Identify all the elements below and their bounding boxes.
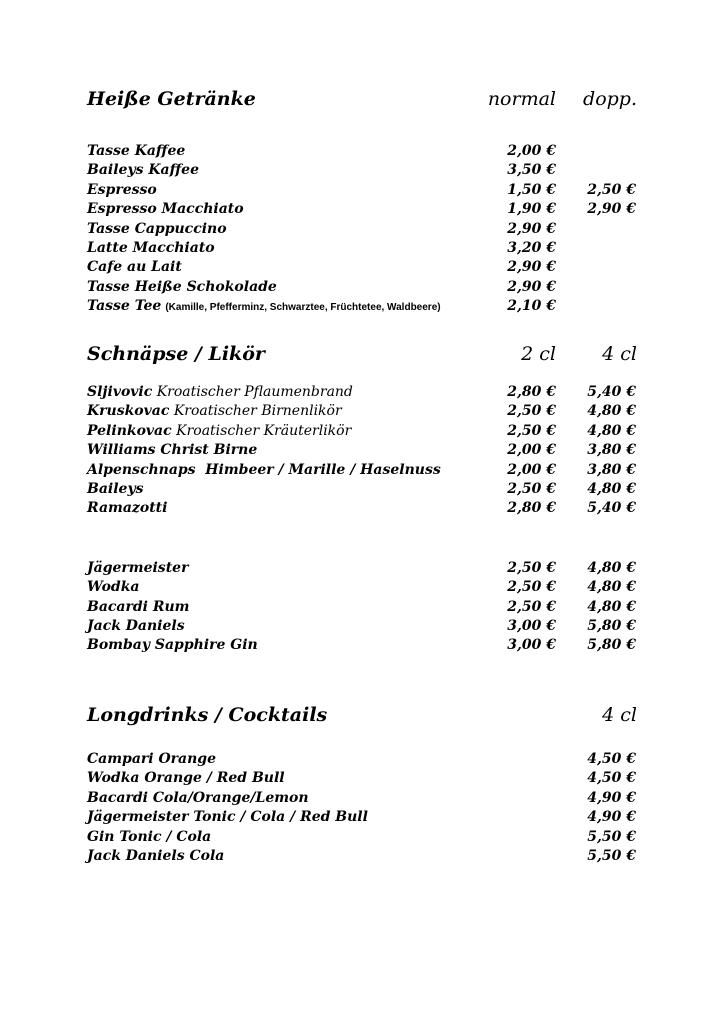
item-price-double: 4,80 € — [587, 480, 636, 497]
item-name-with-desc — [87, 402, 342, 421]
menu-item — [87, 239, 640, 258]
item-price-double: 5,40 € — [587, 500, 636, 517]
item-name: Ramazotti — [87, 500, 168, 517]
column-header-4cl: 4 cl — [602, 343, 637, 365]
item-price: 2,50 € — [507, 579, 556, 596]
price-list — [87, 383, 640, 519]
item-name: Cafe au Lait — [87, 259, 182, 276]
item-price-double: 5,80 € — [587, 637, 636, 654]
section-header — [87, 88, 640, 114]
item-price: 3,00 € — [507, 637, 556, 654]
column-header-4cl: 4 cl — [602, 704, 637, 726]
item-price-double: 4,80 € — [587, 579, 636, 596]
item-name: Wodka — [87, 579, 140, 596]
item-name-with-desc — [87, 383, 353, 402]
menu-item — [87, 297, 640, 316]
menu-item — [87, 480, 640, 499]
item-price: 4,90 € — [587, 809, 636, 826]
item-price: 2,50 € — [507, 559, 556, 576]
item-name: Jack Daniels Cola — [87, 847, 225, 864]
section-schnaps — [87, 343, 640, 656]
menu-item — [87, 636, 640, 655]
item-name: Baileys — [87, 480, 144, 497]
menu-item — [87, 383, 640, 402]
item-name-with-note — [87, 297, 441, 317]
menu-item — [87, 402, 640, 421]
item-name: Pelinkovac — [87, 422, 172, 439]
item-price: 2,80 € — [507, 384, 556, 400]
section-title: Schnäpse / Likör — [87, 343, 265, 365]
item-price: 1,50 € — [507, 181, 556, 198]
item-name: Latte Macchiato — [87, 239, 215, 256]
section-longdrinks — [87, 704, 640, 866]
price-list — [87, 750, 640, 866]
section-hot-drinks — [87, 88, 640, 317]
menu-item — [87, 142, 640, 161]
column-header-double: dopp. — [583, 88, 637, 110]
item-price: 3,50 € — [507, 162, 556, 179]
item-name: Bombay Sapphire Gin — [87, 637, 258, 654]
item-price: 2,00 € — [507, 143, 556, 159]
menu-item — [87, 847, 640, 866]
menu-item — [87, 617, 640, 636]
item-description: Kroatischer Kräuterlikör — [176, 422, 352, 439]
menu-item — [87, 828, 640, 847]
item-name: Bacardi Cola/Orange/Lemon — [87, 789, 309, 806]
item-description: Kroatischer Birnenlikör — [173, 403, 342, 420]
item-name: Espresso — [87, 181, 157, 198]
menu-item — [87, 808, 640, 827]
item-price: 2,50 € — [507, 480, 556, 497]
menu-item — [87, 461, 640, 480]
item-price-double: 5,80 € — [587, 617, 636, 634]
price-list — [87, 142, 640, 317]
item-price-double: 4,80 € — [587, 559, 636, 576]
item-price-double: 4,80 € — [587, 598, 636, 615]
column-header-2cl: 2 cl — [521, 343, 556, 365]
item-price-double: 2,50 € — [587, 181, 636, 198]
menu-item — [87, 220, 640, 239]
item-name: Jägermeister Tonic / Cola / Red Bull — [87, 809, 368, 826]
section-header — [87, 343, 640, 369]
menu-item — [87, 578, 640, 597]
item-price: 2,50 € — [507, 422, 556, 439]
menu-item — [87, 181, 640, 200]
item-price: 5,50 € — [587, 828, 636, 845]
item-price: 4,50 € — [587, 770, 636, 787]
menu-item — [87, 499, 640, 518]
menu-item — [87, 441, 640, 460]
item-name: Williams Christ Birne — [87, 442, 258, 459]
item-price-double: 3,80 € — [587, 442, 636, 459]
item-name: Jägermeister — [87, 559, 189, 576]
item-name: Tasse Heiße Schokolade — [87, 278, 277, 295]
item-price: 2,50 € — [507, 403, 556, 420]
menu-item — [87, 598, 640, 617]
item-note: (Kamille, Pfefferminz, Schwarztee, Früchtetee, Waldbeere) — [165, 302, 441, 314]
item-price: 4,90 € — [587, 789, 636, 806]
item-price: 1,90 € — [507, 201, 556, 218]
menu-item — [87, 789, 640, 808]
item-price: 2,90 € — [507, 278, 556, 295]
item-name: Wodka Orange / Red Bull — [87, 770, 285, 787]
item-price: 5,50 € — [587, 847, 636, 864]
item-price: 3,20 € — [507, 239, 556, 256]
item-price: 2,90 € — [507, 259, 556, 276]
item-price: 3,00 € — [507, 617, 556, 634]
item-price: 2,00 € — [507, 442, 556, 459]
item-name: Bacardi Rum — [87, 598, 190, 615]
item-price: 2,90 € — [507, 220, 556, 237]
item-name: Gin Tonic / Cola — [87, 828, 212, 845]
menu-item — [87, 258, 640, 277]
item-name: Tasse Kaffee — [87, 143, 186, 159]
item-name: Tasse Cappuccino — [87, 220, 227, 237]
section-title: Heiße Getränke — [87, 88, 256, 110]
item-name: Kruskovac — [87, 403, 170, 420]
item-price: 2,00 € — [507, 461, 556, 478]
column-header-normal: normal — [487, 88, 556, 110]
item-price: 2,10 € — [507, 298, 556, 315]
item-name: Tasse Tee — [87, 298, 162, 315]
menu-item — [87, 769, 640, 788]
item-name-with-desc — [87, 422, 351, 441]
item-description: Kroatischer Pflaumenbrand — [156, 384, 353, 400]
item-price-double: 3,80 € — [587, 461, 636, 478]
item-name: Baileys Kaffee — [87, 162, 199, 179]
item-price: 2,80 € — [507, 500, 556, 517]
item-name: Jack Daniels — [87, 617, 185, 634]
menu-item — [87, 200, 640, 219]
item-price-double: 5,40 € — [587, 384, 636, 400]
item-price-double: 4,80 € — [587, 403, 636, 420]
menu-item — [87, 278, 640, 297]
price-list — [87, 559, 640, 656]
menu-item — [87, 161, 640, 180]
item-price: 2,50 € — [507, 598, 556, 615]
item-name: Espresso Macchiato — [87, 201, 244, 218]
item-name: Alpenschnaps Himbeer / Marille / Haselnuss — [87, 461, 441, 478]
menu-item — [87, 750, 640, 769]
section-title: Longdrinks / Cocktails — [87, 704, 328, 726]
item-name: Campari Orange — [87, 751, 216, 767]
section-header — [87, 704, 640, 730]
item-price-double: 2,90 € — [587, 201, 636, 218]
item-price: 4,50 € — [587, 751, 636, 767]
menu-item — [87, 559, 640, 578]
menu-item — [87, 422, 640, 441]
item-price-double: 4,80 € — [587, 422, 636, 439]
item-name: Sljivovic — [87, 384, 153, 400]
